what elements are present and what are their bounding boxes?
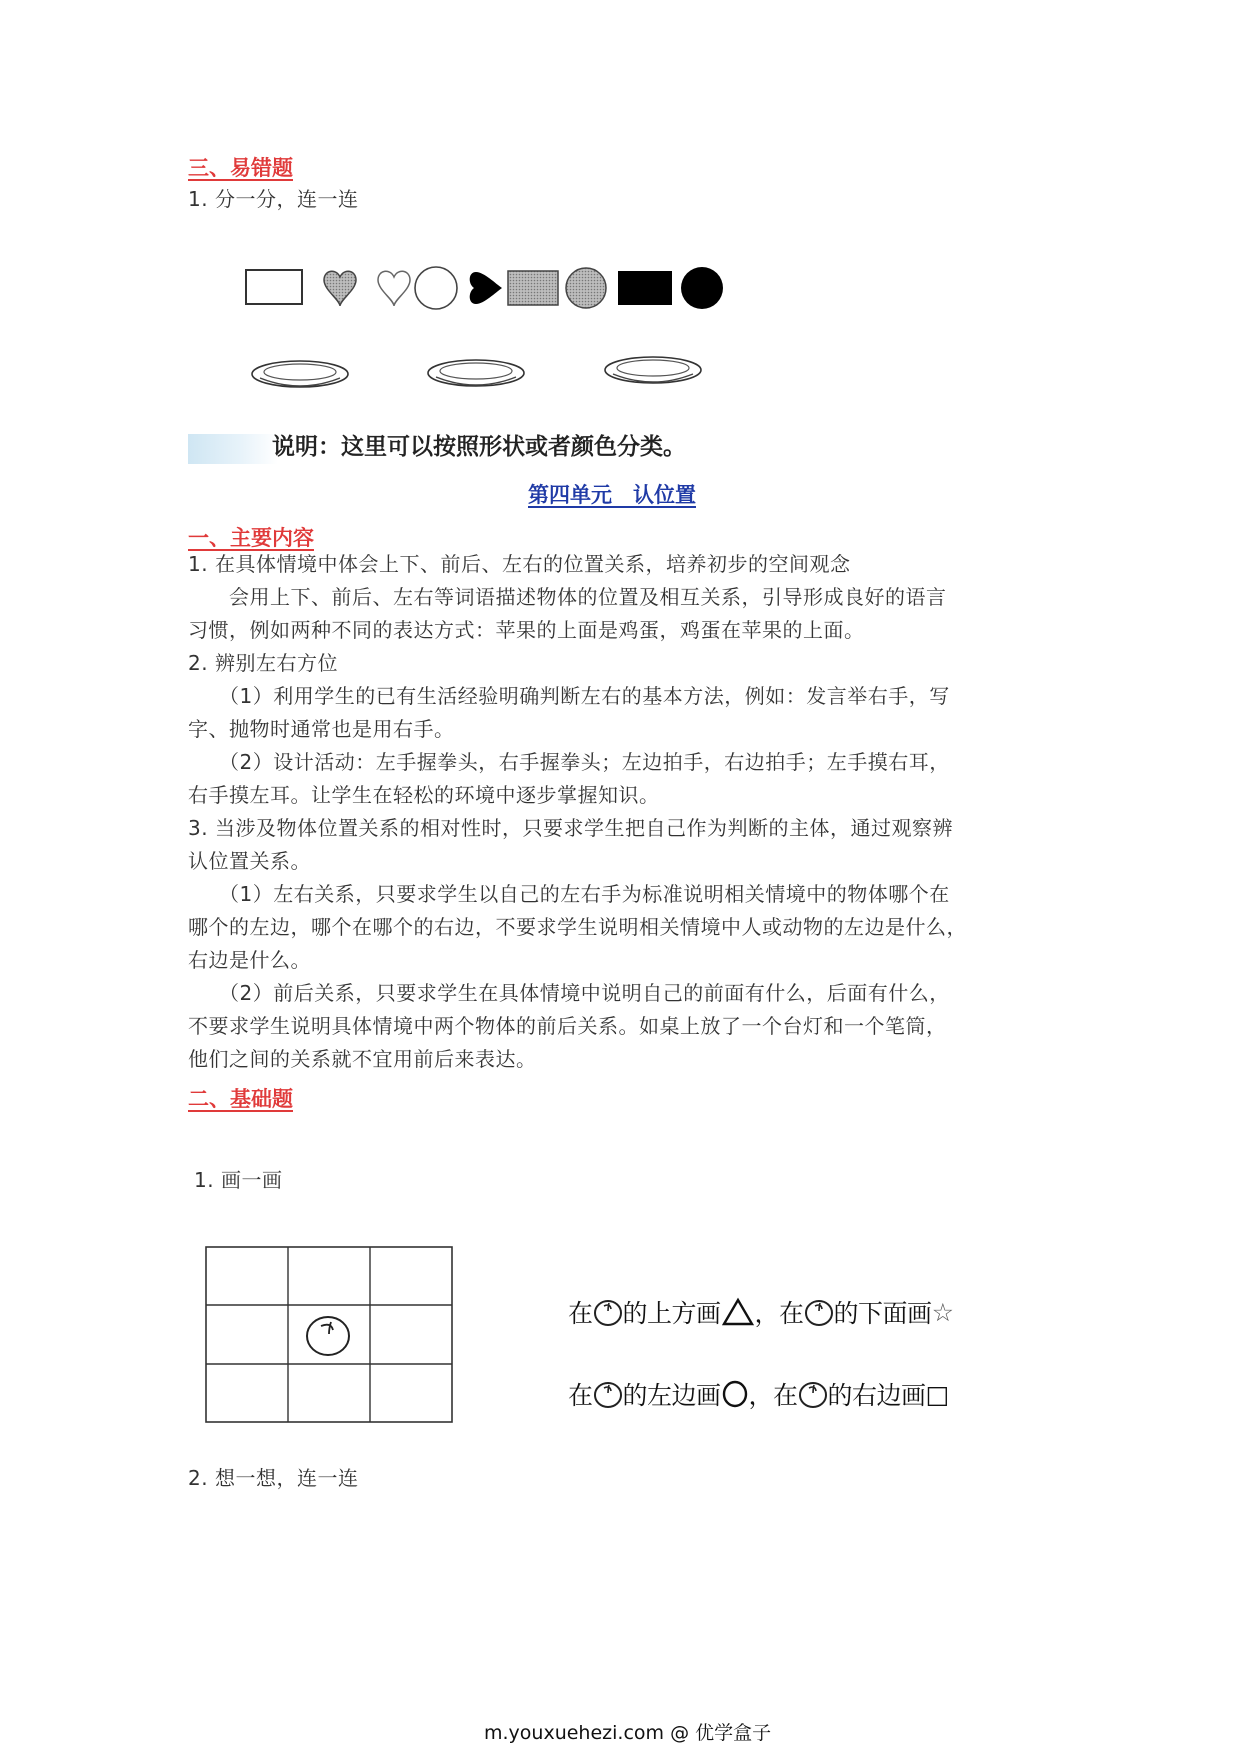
- apple-icon: [307, 1317, 349, 1355]
- draw-instruction-row-2: [568, 1374, 949, 1414]
- plate-2: [428, 360, 524, 386]
- body-line: 哪个的左边，哪个在哪个的右边，不要求学生说明相关情境中人或动物的左边是什么，: [188, 915, 967, 939]
- gray-heart-shape: [324, 271, 356, 306]
- gray-circle-shape: [566, 268, 606, 308]
- black-rectangle-shape: [618, 271, 672, 305]
- unit-title: 第四单元 认位置: [528, 483, 696, 507]
- body-line: （2）前后关系，只要求学生在具体情境中说明自己的前面有什么，后面有什么，: [188, 981, 950, 1005]
- apple-icon: [593, 1379, 623, 1409]
- section-heading-basics: 二、基础题: [188, 1087, 293, 1111]
- body-line: （2）设计活动：左手握拳头，右手握拳头；左边拍手，右边拍手；左手摸右耳，: [188, 750, 950, 774]
- body-line: 2. 辨别左右方位: [188, 651, 338, 675]
- square-icon: □: [925, 1379, 949, 1409]
- body-line: 他们之间的关系就不宜用前后来表达。: [188, 1047, 537, 1071]
- body-line: （1）利用学生的已有生活经验明确判断左右的基本方法，例如：发言举右手，写: [188, 684, 950, 708]
- question-connect-label: 2. 想一想，连一连: [188, 1466, 359, 1490]
- instr-text: ，在: [754, 1299, 804, 1328]
- plates-figure: [250, 350, 720, 400]
- instr-text: 的下面画: [833, 1299, 932, 1328]
- instr-text: 在: [568, 1381, 593, 1410]
- triangle-icon: [721, 1297, 755, 1327]
- black-heart-shape: [470, 272, 502, 304]
- section-heading-main-content: 一、主要内容: [188, 526, 314, 550]
- gray-rectangle-shape: [508, 271, 558, 305]
- white-heart-shape: [378, 271, 410, 306]
- draw-instruction-row-1: [568, 1292, 953, 1332]
- position-grid: [205, 1246, 455, 1426]
- question-draw-label: 1. 画一画: [194, 1168, 283, 1192]
- apple-icon: [593, 1297, 623, 1327]
- body-line: 习惯，例如两种不同的表达方式：苹果的上面是鸡蛋，鸡蛋在苹果的上面。: [188, 618, 865, 642]
- footer-watermark: m.youxuehezi.com @ 优学盒子: [484, 1722, 772, 1744]
- body-line: 3. 当涉及物体位置关系的相对性时，只要求学生把自己作为判断的主体，通过观察辨: [188, 816, 953, 840]
- plate-1: [252, 361, 348, 387]
- circle-icon: [721, 1379, 749, 1409]
- black-circle-shape: [681, 267, 723, 309]
- section-heading-errors: 三、易错题: [188, 156, 293, 180]
- apple-icon: [798, 1379, 828, 1409]
- figure-note: 说明：这里可以按照形状或者颜色分类。: [272, 434, 686, 460]
- instr-text: 在: [568, 1299, 593, 1328]
- body-line: 右边是什么。: [188, 948, 311, 972]
- instr-text: ，在: [748, 1381, 798, 1410]
- body-line: 右手摸左耳。让学生在轻松的环境中逐步掌握知识。: [188, 783, 660, 807]
- shapes-figure: [236, 258, 756, 318]
- note-decoration-band: [188, 434, 278, 464]
- apple-icon: [804, 1297, 834, 1327]
- body-line: 字、抛物时通常也是用右手。: [188, 717, 455, 741]
- body-line: 1. 在具体情境中体会上下、前后、左右的位置关系，培养初步的空间观念: [188, 552, 851, 576]
- star-icon: ☆: [931, 1297, 954, 1327]
- white-circle-shape: [415, 267, 457, 309]
- plate-3: [605, 357, 701, 383]
- body-line: 会用上下、前后、左右等词语描述物体的位置及相互关系，引导形成良好的语言: [188, 585, 947, 609]
- white-rectangle-shape: [246, 270, 302, 304]
- instr-text: 的右边画: [827, 1381, 926, 1410]
- body-line: （1）左右关系，只要求学生以自己的左右手为标准说明相关情境中的物体哪个在: [188, 882, 950, 906]
- instr-text: 的左边画: [622, 1381, 721, 1410]
- body-line: 不要求学生说明具体情境中两个物体的前后关系。如桌上放了一个台灯和一个笔筒，: [188, 1014, 947, 1038]
- body-line: 认位置关系。: [188, 849, 311, 873]
- question-1-label: 1. 分一分，连一连: [188, 187, 359, 211]
- instr-text: 的上方画: [622, 1299, 721, 1328]
